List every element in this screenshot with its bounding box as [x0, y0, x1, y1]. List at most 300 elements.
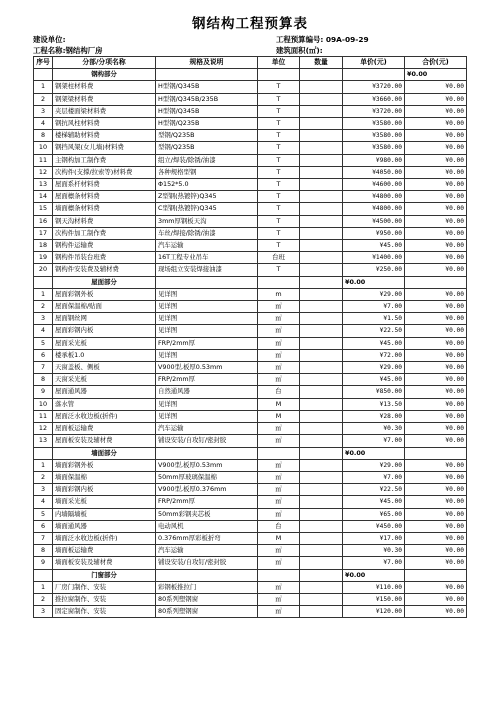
row-no: 6 — [34, 349, 53, 361]
row-total: ¥0.00 — [405, 301, 467, 313]
row-price: ¥3720.00 — [343, 81, 405, 93]
row-spec: Z型钢(热镀锌)Q345 — [156, 191, 258, 203]
row-name: 墙面泛水收边板(折件) — [53, 532, 156, 544]
row-total: ¥0.00 — [405, 508, 467, 520]
row-spec: 铺设安装/自攻钉/密封胶 — [156, 557, 258, 569]
row-no: 10 — [34, 142, 53, 154]
row-no: 12 — [34, 166, 53, 178]
row-total: ¥0.00 — [405, 227, 467, 239]
section-blank — [258, 569, 300, 581]
row-qty — [300, 215, 343, 227]
row-no: 10 — [34, 398, 53, 410]
row-no: 1 — [34, 288, 53, 300]
row-spec: 汽车运输 — [156, 240, 258, 252]
table-row — [34, 154, 467, 166]
row-name: 主钢构加工制作费 — [53, 154, 156, 166]
project-name: 工程名称:钢结构厂房 — [33, 46, 103, 55]
section-name: 门窗部分 — [53, 569, 156, 581]
row-total: ¥0.00 — [405, 362, 467, 374]
table-row — [34, 240, 467, 252]
row-name: 钢架梁材料费 — [53, 93, 156, 105]
row-unit: T — [258, 203, 300, 215]
table-row — [34, 301, 467, 313]
row-total: ¥0.00 — [405, 81, 467, 93]
table-row — [34, 374, 467, 386]
row-unit: T — [258, 81, 300, 93]
row-spec: 见详图 — [156, 410, 258, 422]
row-qty — [300, 313, 343, 325]
row-total: ¥0.00 — [405, 520, 467, 532]
table-row — [34, 179, 467, 191]
row-no: 11 — [34, 410, 53, 422]
row-unit: ㎡ — [258, 435, 300, 447]
row-unit: T — [258, 130, 300, 142]
row-total: ¥0.00 — [405, 496, 467, 508]
row-spec: 铺设安装/自攻钉/密封胶 — [156, 435, 258, 447]
row-price: ¥22.50 — [343, 484, 405, 496]
row-total: ¥0.00 — [405, 240, 467, 252]
section-row — [34, 69, 467, 81]
row-no: 18 — [34, 240, 53, 252]
section-blank — [156, 569, 258, 581]
row-qty — [300, 374, 343, 386]
section-name: 钢构部分 — [53, 69, 156, 81]
row-spec: 彩钢板推拉门 — [156, 581, 258, 593]
row-qty — [300, 227, 343, 239]
row-unit: T — [258, 142, 300, 154]
row-unit: ㎡ — [258, 484, 300, 496]
row-price: ¥3660.00 — [343, 93, 405, 105]
row-price: ¥4050.00 — [343, 166, 405, 178]
row-total: ¥0.00 — [405, 191, 467, 203]
row-no: 9 — [34, 557, 53, 569]
row-spec: 各种规格型钢 — [156, 166, 258, 178]
row-qty — [300, 581, 343, 593]
table-row — [34, 288, 467, 300]
row-total: ¥0.00 — [405, 398, 467, 410]
row-total: ¥0.00 — [405, 215, 467, 227]
row-qty — [300, 191, 343, 203]
row-spec: 3mm厚钢板天沟 — [156, 215, 258, 227]
row-unit: T — [258, 264, 300, 276]
table-row — [34, 349, 467, 361]
row-no: 12 — [34, 423, 53, 435]
row-qty — [300, 301, 343, 313]
row-total: ¥0.00 — [405, 325, 467, 337]
row-spec: 组立/焊装/除锈/油漆 — [156, 154, 258, 166]
row-name: 墙面板安装及辅材费 — [53, 557, 156, 569]
row-total: ¥0.00 — [405, 166, 467, 178]
row-price: ¥1.50 — [343, 313, 405, 325]
table-row — [34, 606, 467, 618]
section-subtotal-price: ¥0.00 — [343, 276, 405, 288]
row-qty — [300, 532, 343, 544]
row-spec: FRP/2mm厚 — [156, 337, 258, 349]
row-name: 墙面通风器 — [53, 520, 156, 532]
row-name: 厂房门制作、安装 — [53, 581, 156, 593]
row-name: 墙面板运输费 — [53, 545, 156, 557]
row-total: ¥0.00 — [405, 313, 467, 325]
section-subtotal-price: ¥0.00 — [343, 447, 405, 459]
row-price: ¥22.50 — [343, 325, 405, 337]
table-row — [34, 264, 467, 276]
row-name: 固定窗制作、安装 — [53, 606, 156, 618]
row-price: ¥1400.00 — [343, 252, 405, 264]
row-spec: 50mm厚玻璃保温棉 — [156, 471, 258, 483]
area-label: 建筑面积(㎡): — [276, 46, 323, 55]
row-price: ¥45.00 — [343, 374, 405, 386]
row-unit: 台 — [258, 386, 300, 398]
table-row — [34, 142, 467, 154]
row-price: ¥4800.00 — [343, 203, 405, 215]
row-qty — [300, 166, 343, 178]
table-row — [34, 362, 467, 374]
row-qty — [300, 435, 343, 447]
row-unit: ㎡ — [258, 459, 300, 471]
section-row — [34, 447, 467, 459]
row-spec: 50mm彩钢夹芯板 — [156, 508, 258, 520]
section-blank — [300, 276, 343, 288]
row-total: ¥0.00 — [405, 349, 467, 361]
row-no: 15 — [34, 203, 53, 215]
row-no: 17 — [34, 227, 53, 239]
col-header: 单价(元) — [343, 57, 405, 69]
col-header: 分部/分项名称 — [53, 57, 156, 69]
row-price: ¥950.00 — [343, 227, 405, 239]
row-no: 1 — [34, 459, 53, 471]
row-no: 5 — [34, 337, 53, 349]
row-price: ¥980.00 — [343, 154, 405, 166]
row-total: ¥0.00 — [405, 581, 467, 593]
section-no — [34, 69, 53, 81]
row-unit: ㎡ — [258, 349, 300, 361]
row-no: 4 — [34, 118, 53, 130]
row-no: 3 — [34, 484, 53, 496]
table-row — [34, 398, 467, 410]
row-no: 20 — [34, 264, 53, 276]
table-row — [34, 203, 467, 215]
row-no: 2 — [34, 93, 53, 105]
row-no: 8 — [34, 130, 53, 142]
section-subtotal-total — [405, 276, 467, 288]
row-no: 8 — [34, 545, 53, 557]
row-name: 天窗采光板 — [53, 374, 156, 386]
row-total: ¥0.00 — [405, 459, 467, 471]
row-total: ¥0.00 — [405, 252, 467, 264]
row-name: 墙面保温棉 — [53, 471, 156, 483]
row-no: 3 — [34, 606, 53, 618]
row-name: 楼承板1.0 — [53, 349, 156, 361]
table-row — [34, 337, 467, 349]
row-price: ¥3580.00 — [343, 142, 405, 154]
row-spec: 见详图 — [156, 301, 258, 313]
row-price: ¥250.00 — [343, 264, 405, 276]
row-no: 1 — [34, 81, 53, 93]
row-spec: H型钢/Q345B — [156, 81, 258, 93]
row-unit: ㎡ — [258, 508, 300, 520]
header-row — [34, 57, 467, 69]
budget-table — [33, 56, 467, 618]
row-price: ¥3720.00 — [343, 105, 405, 117]
row-name: 钢架柱材料费 — [53, 81, 156, 93]
row-unit: m — [258, 288, 300, 300]
row-name: 次构件加工制作费 — [53, 227, 156, 239]
row-qty — [300, 349, 343, 361]
row-price: ¥45.00 — [343, 240, 405, 252]
row-no: 8 — [34, 374, 53, 386]
row-unit: ㎡ — [258, 374, 300, 386]
row-unit: ㎡ — [258, 337, 300, 349]
row-qty — [300, 81, 343, 93]
row-price: ¥28.00 — [343, 410, 405, 422]
row-spec: V900型,板厚0.53mm — [156, 459, 258, 471]
row-price: ¥45.00 — [343, 337, 405, 349]
row-spec: 见详图 — [156, 398, 258, 410]
row-unit: T — [258, 166, 300, 178]
row-name: 钢构件运输费 — [53, 240, 156, 252]
row-unit: T — [258, 227, 300, 239]
row-qty — [300, 545, 343, 557]
table-row — [34, 93, 467, 105]
row-spec: 型钢/Q235B — [156, 130, 258, 142]
row-name: 天窗盖板、侧板 — [53, 362, 156, 374]
row-name: 屋面通风器 — [53, 386, 156, 398]
section-blank — [156, 69, 258, 81]
row-total: ¥0.00 — [405, 435, 467, 447]
section-name: 墙面部分 — [53, 447, 156, 459]
row-unit: T — [258, 240, 300, 252]
row-unit: ㎡ — [258, 581, 300, 593]
row-no: 2 — [34, 471, 53, 483]
row-total: ¥0.00 — [405, 118, 467, 130]
row-unit: T — [258, 93, 300, 105]
row-total: ¥0.00 — [405, 142, 467, 154]
row-price: ¥0.30 — [343, 545, 405, 557]
row-spec: 80系列塑钢窗 — [156, 606, 258, 618]
row-name: 内墙隔墙板 — [53, 508, 156, 520]
row-no: 16 — [34, 215, 53, 227]
row-no: 7 — [34, 532, 53, 544]
row-unit: ㎡ — [258, 557, 300, 569]
row-spec: 汽车运输 — [156, 423, 258, 435]
unit-label: 建设单位: — [33, 35, 66, 44]
section-blank — [300, 447, 343, 459]
section-row — [34, 569, 467, 581]
row-qty — [300, 118, 343, 130]
section-blank — [156, 447, 258, 459]
row-qty — [300, 93, 343, 105]
row-name: 夹层楼面梁材料费 — [53, 105, 156, 117]
row-qty — [300, 105, 343, 117]
table-row — [34, 215, 467, 227]
row-unit: T — [258, 154, 300, 166]
section-subtotal-total — [405, 447, 467, 459]
row-spec: 电动风机 — [156, 520, 258, 532]
row-qty — [300, 130, 343, 142]
row-spec: 见详图 — [156, 349, 258, 361]
row-price: ¥29.00 — [343, 362, 405, 374]
row-price: ¥17.00 — [343, 532, 405, 544]
row-name: 推拉窗制作、安装 — [53, 593, 156, 605]
row-total: ¥0.00 — [405, 423, 467, 435]
table-row — [34, 508, 467, 520]
row-qty — [300, 593, 343, 605]
row-price: ¥850.00 — [343, 386, 405, 398]
row-qty — [300, 240, 343, 252]
row-name: 次构件(支撑/拉索等)材料费 — [53, 166, 156, 178]
table-row — [34, 471, 467, 483]
col-header: 合价(元) — [405, 57, 467, 69]
row-price: ¥13.50 — [343, 398, 405, 410]
row-qty — [300, 362, 343, 374]
table-row — [34, 325, 467, 337]
row-unit: ㎡ — [258, 606, 300, 618]
row-spec: 汽车运输 — [156, 545, 258, 557]
row-spec: V900型,板厚0.53mm — [156, 362, 258, 374]
row-price: ¥3580.00 — [343, 130, 405, 142]
row-no: 13 — [34, 435, 53, 447]
row-price: ¥450.00 — [343, 520, 405, 532]
row-qty — [300, 252, 343, 264]
row-name: 屋面保温棉/贴面 — [53, 301, 156, 313]
row-total: ¥0.00 — [405, 606, 467, 618]
section-no — [34, 276, 53, 288]
row-no: 4 — [34, 496, 53, 508]
row-total: ¥0.00 — [405, 545, 467, 557]
row-unit: T — [258, 105, 300, 117]
row-total: ¥0.00 — [405, 593, 467, 605]
row-qty — [300, 484, 343, 496]
section-blank — [300, 569, 343, 581]
row-unit: ㎡ — [258, 496, 300, 508]
row-price: ¥7.00 — [343, 471, 405, 483]
budget-no: 工程预算编号: 09A-09-29 — [276, 35, 369, 44]
row-unit: 台 — [258, 520, 300, 532]
row-qty — [300, 203, 343, 215]
row-price: ¥120.00 — [343, 606, 405, 618]
col-header: 规格及说明 — [156, 57, 258, 69]
row-qty — [300, 508, 343, 520]
row-no: 4 — [34, 325, 53, 337]
row-spec: H型钢/Q345B — [156, 105, 258, 117]
row-price: ¥4800.00 — [343, 191, 405, 203]
table-row — [34, 410, 467, 422]
table-row — [34, 496, 467, 508]
section-blank — [258, 276, 300, 288]
table-row — [34, 545, 467, 557]
row-unit: 台班 — [258, 252, 300, 264]
row-unit: ㎡ — [258, 471, 300, 483]
table-row — [34, 252, 467, 264]
table-row — [34, 313, 467, 325]
row-total: ¥0.00 — [405, 130, 467, 142]
row-spec: 车丝/焊接/除锈/油漆 — [156, 227, 258, 239]
row-unit: ㎡ — [258, 301, 300, 313]
row-name: 屋面系杆材料费 — [53, 179, 156, 191]
row-no: 3 — [34, 313, 53, 325]
row-total: ¥0.00 — [405, 471, 467, 483]
row-spec: 16T工程专业吊车 — [156, 252, 258, 264]
row-total: ¥0.00 — [405, 410, 467, 422]
row-total: ¥0.00 — [405, 484, 467, 496]
table-row — [34, 227, 467, 239]
row-name: 楼梯辅助材料费 — [53, 130, 156, 142]
row-spec: 见详图 — [156, 313, 258, 325]
row-no: 9 — [34, 386, 53, 398]
row-unit: ㎡ — [258, 325, 300, 337]
row-qty — [300, 459, 343, 471]
row-spec: 见详图 — [156, 325, 258, 337]
row-spec: FRP/2mm厚 — [156, 374, 258, 386]
row-unit: T — [258, 179, 300, 191]
row-unit: T — [258, 191, 300, 203]
row-name: 钢构件吊装台班费 — [53, 252, 156, 264]
row-qty — [300, 520, 343, 532]
row-total: ¥0.00 — [405, 557, 467, 569]
row-no: 7 — [34, 362, 53, 374]
row-total: ¥0.00 — [405, 93, 467, 105]
row-total: ¥0.00 — [405, 154, 467, 166]
row-name: 墙面采光板 — [53, 496, 156, 508]
row-price: ¥0.30 — [343, 423, 405, 435]
row-unit: ㎡ — [258, 593, 300, 605]
row-qty — [300, 606, 343, 618]
row-qty — [300, 179, 343, 191]
row-spec: 现场组立安装焊接油漆 — [156, 264, 258, 276]
row-total: ¥0.00 — [405, 532, 467, 544]
row-total: ¥0.00 — [405, 374, 467, 386]
row-no: 6 — [34, 520, 53, 532]
section-subtotal-price: ¥0.00 — [343, 569, 405, 581]
row-unit: M — [258, 410, 300, 422]
row-qty — [300, 325, 343, 337]
table-row — [34, 191, 467, 203]
table-body — [34, 69, 467, 618]
row-unit: ㎡ — [258, 423, 300, 435]
row-qty — [300, 142, 343, 154]
section-subtotal-total — [405, 569, 467, 581]
row-qty — [300, 337, 343, 349]
row-price: ¥3580.00 — [343, 118, 405, 130]
row-unit: M — [258, 532, 300, 544]
section-blank — [258, 447, 300, 459]
row-total: ¥0.00 — [405, 386, 467, 398]
row-total: ¥0.00 — [405, 179, 467, 191]
row-unit: ㎡ — [258, 545, 300, 557]
row-price: ¥7.00 — [343, 301, 405, 313]
table-row — [34, 105, 467, 117]
row-name: 钢抗风柱材料费 — [53, 118, 156, 130]
row-name: 墙面檩条材料费 — [53, 203, 156, 215]
table-row — [34, 520, 467, 532]
row-name: 屋面钢丝网 — [53, 313, 156, 325]
row-qty — [300, 471, 343, 483]
section-blank — [300, 69, 343, 81]
col-header: 单位 — [258, 57, 300, 69]
table-row — [34, 423, 467, 435]
section-blank — [156, 276, 258, 288]
row-no: 3 — [34, 105, 53, 117]
row-name: 屋面泛水收边板(折件) — [53, 410, 156, 422]
col-header: 序号 — [34, 57, 53, 69]
row-total: ¥0.00 — [405, 288, 467, 300]
table-row — [34, 166, 467, 178]
row-name: 屋面檩条材料费 — [53, 191, 156, 203]
row-no: 2 — [34, 593, 53, 605]
row-price: ¥29.00 — [343, 459, 405, 471]
row-no: 11 — [34, 154, 53, 166]
row-spec: V900型,板厚0.376mm — [156, 484, 258, 496]
